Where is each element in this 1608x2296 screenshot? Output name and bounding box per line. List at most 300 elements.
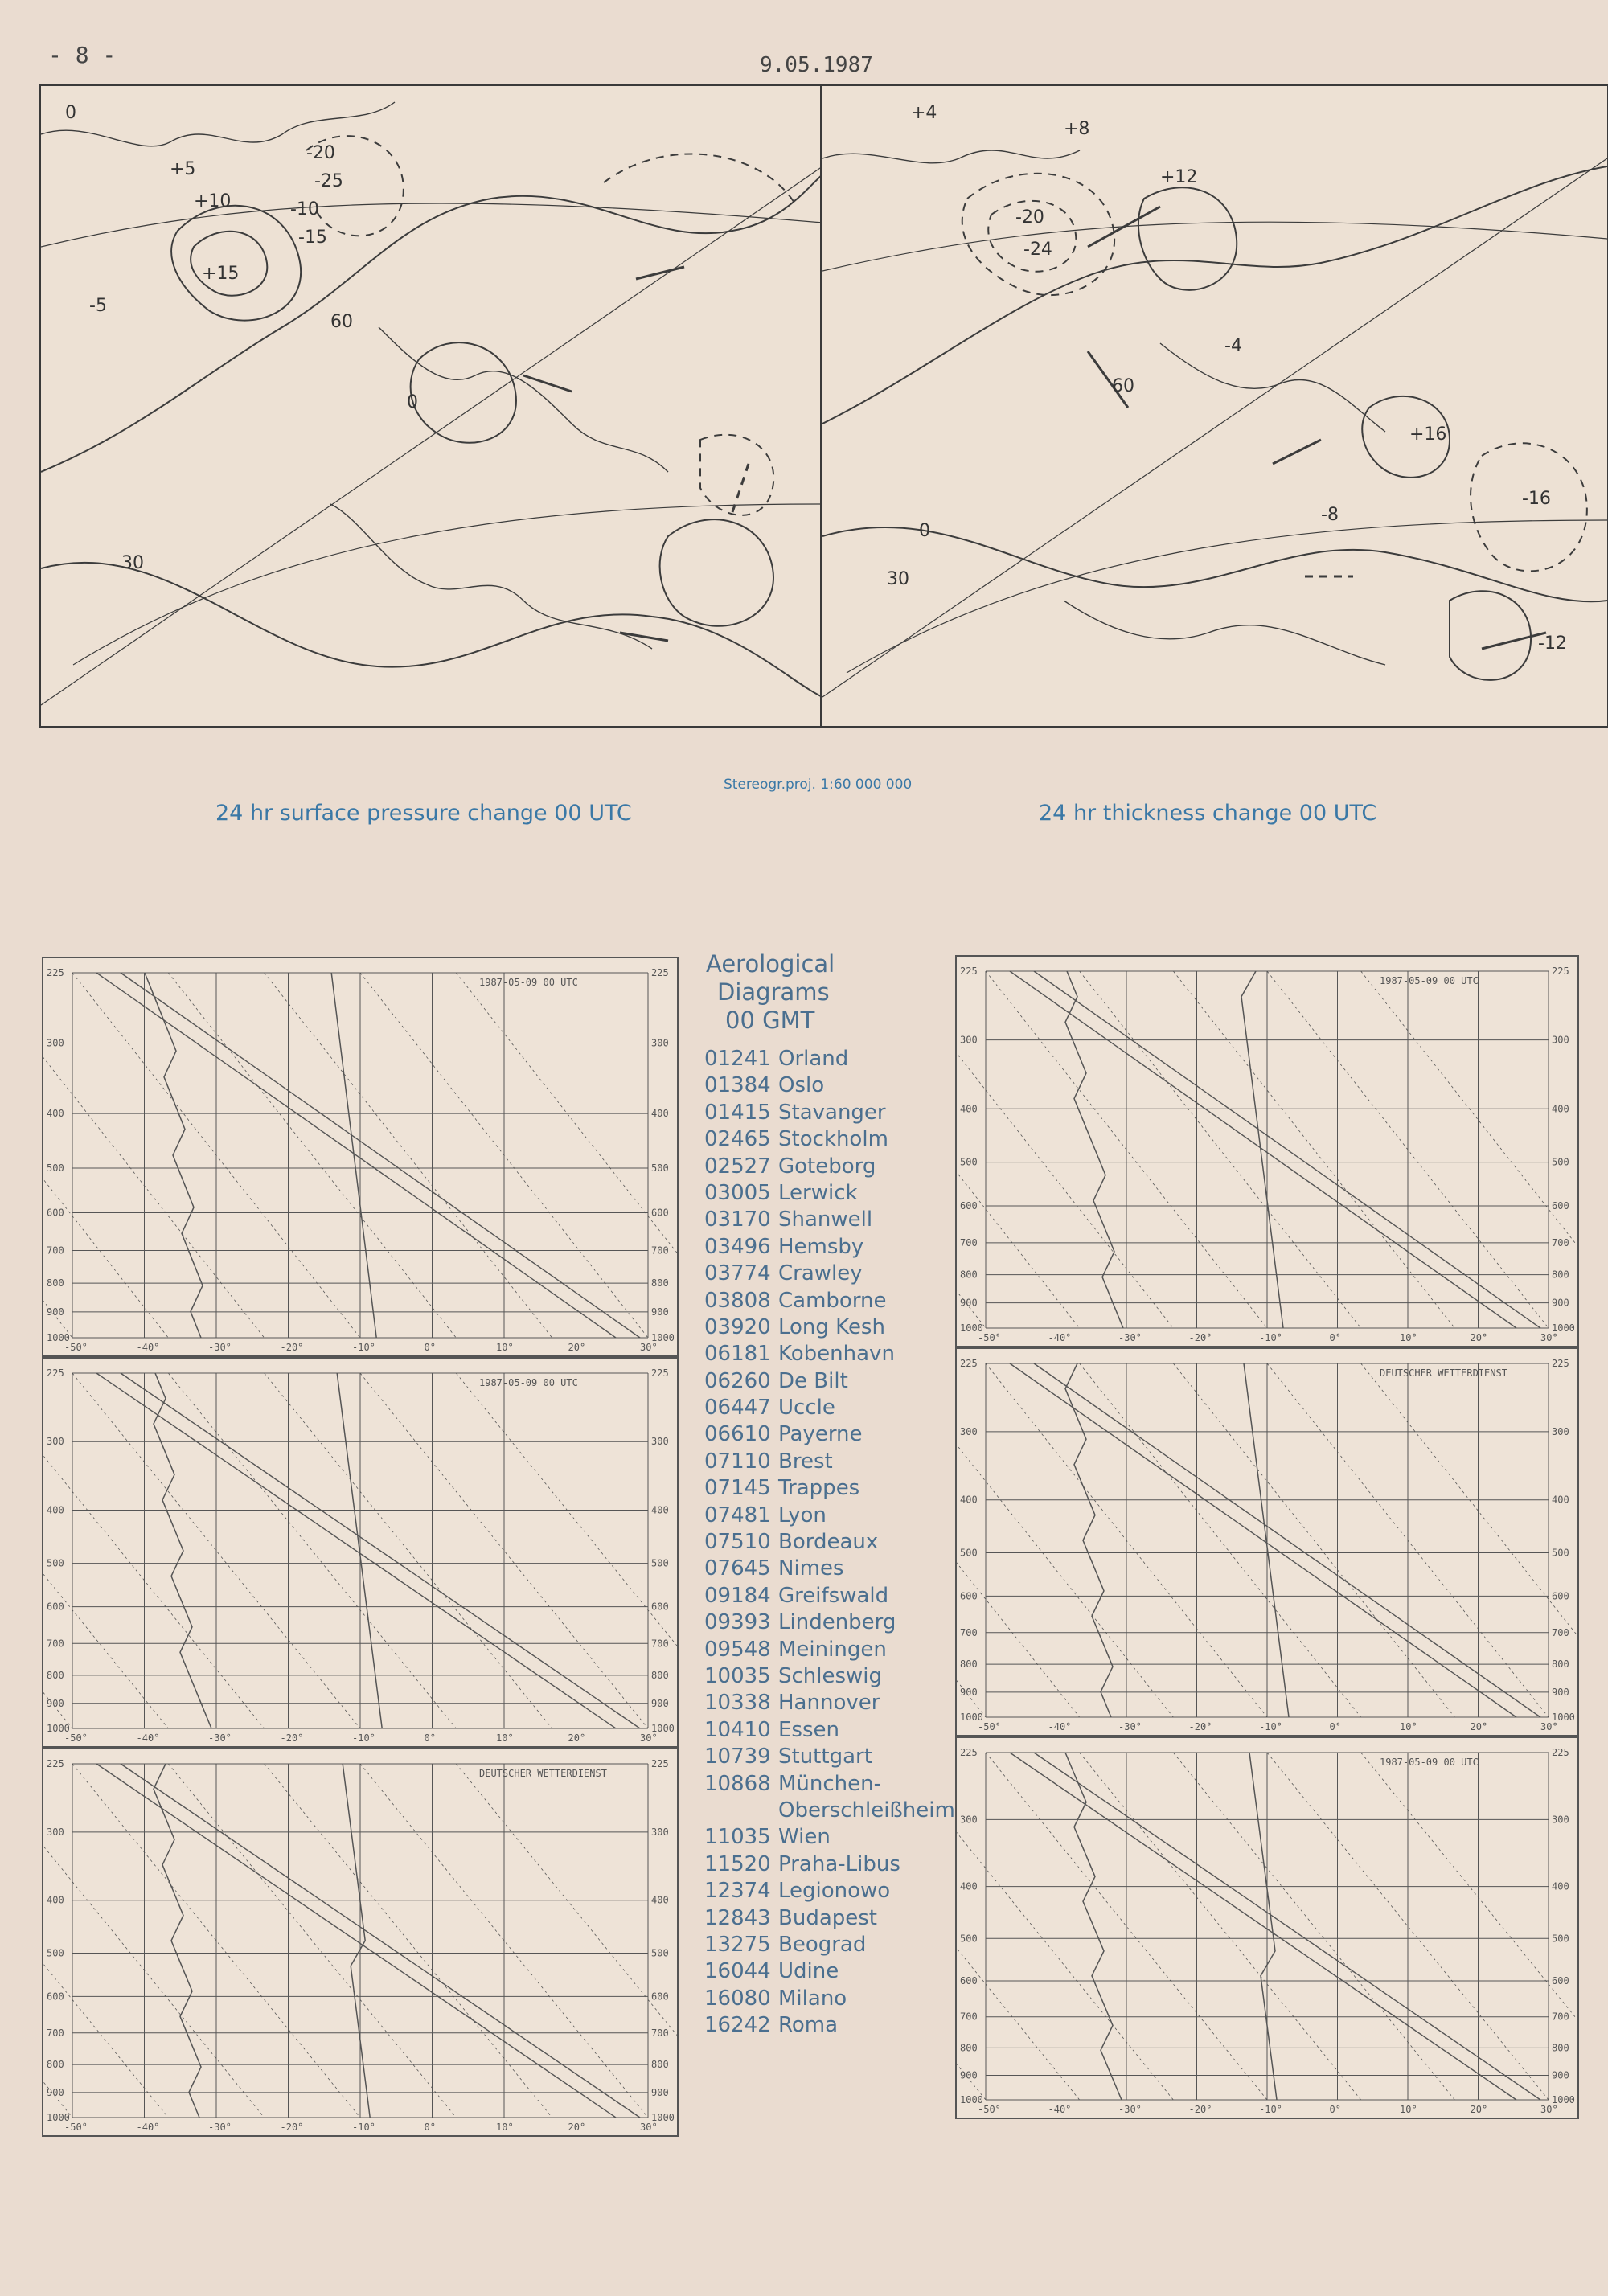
temperature-label: -20° bbox=[280, 2122, 304, 2133]
temperature-label: 30° bbox=[1540, 2104, 1558, 2115]
pressure-label: 800 bbox=[960, 1269, 978, 1281]
pressure-label: 500 bbox=[47, 1162, 64, 1175]
temperature-label: -10° bbox=[352, 1732, 375, 1744]
pressure-label: 225 bbox=[47, 1367, 64, 1379]
temperature-label: 0° bbox=[1329, 1332, 1341, 1343]
temperature-label: 0° bbox=[424, 1342, 436, 1353]
thickness-label: 0 bbox=[919, 521, 930, 541]
pressure-label: 800 bbox=[651, 2059, 669, 2071]
isallobar-label: -25 bbox=[314, 171, 343, 191]
station-code: 03170 bbox=[704, 1207, 771, 1232]
station-code: 02527 bbox=[704, 1154, 771, 1179]
station-name: Camborne bbox=[778, 1288, 887, 1313]
station-item bbox=[704, 1690, 946, 1716]
temperature-label: 0° bbox=[424, 1732, 436, 1744]
aerological-diagram bbox=[955, 1736, 1579, 2119]
station-item bbox=[704, 1663, 946, 1690]
station-code: 07110 bbox=[704, 1449, 771, 1474]
station-item bbox=[704, 1958, 946, 1985]
page-number: - 8 - bbox=[48, 42, 117, 68]
thickness-change-chart bbox=[822, 86, 1607, 726]
temperature-label: -50° bbox=[978, 1721, 1001, 1732]
station-code: 10868 bbox=[704, 1771, 771, 1796]
pressure-label: 800 bbox=[47, 1669, 64, 1681]
temperature-label: -40° bbox=[1048, 1721, 1072, 1732]
station-list bbox=[704, 1046, 955, 2039]
station-name: Bordeaux bbox=[778, 1530, 879, 1555]
pressure-label: 225 bbox=[47, 1758, 64, 1769]
pressure-label: 400 bbox=[651, 1894, 669, 1906]
temperature-label: 20° bbox=[568, 1342, 586, 1353]
pressure-label: 600 bbox=[651, 1207, 669, 1219]
isallobar bbox=[604, 154, 797, 207]
station-name: Wien bbox=[778, 1825, 831, 1850]
station-name: Meiningen bbox=[778, 1637, 887, 1662]
thickness-label: +16 bbox=[1409, 424, 1447, 445]
station-code: 12843 bbox=[704, 1905, 771, 1930]
pressure-label: 700 bbox=[47, 1244, 64, 1257]
coastline bbox=[822, 150, 1080, 163]
pressure-label: 800 bbox=[1552, 2042, 1569, 2054]
legend-title-line: Diagrams bbox=[717, 978, 830, 1006]
station-code: 06610 bbox=[704, 1422, 771, 1447]
station-code: 10410 bbox=[704, 1717, 771, 1742]
station-item bbox=[704, 1341, 946, 1367]
legend-title-line: Aerological bbox=[706, 950, 835, 978]
pressure-label: 400 bbox=[651, 1504, 669, 1516]
temperature-label: -20° bbox=[280, 1342, 304, 1353]
pressure-label: 900 bbox=[1552, 1686, 1569, 1698]
pressure-label: 1000 bbox=[960, 1322, 983, 1334]
thickness-isoline bbox=[1138, 187, 1237, 290]
pressure-label: 900 bbox=[1552, 1297, 1569, 1309]
station-name: Stavanger bbox=[778, 1100, 886, 1125]
station-name: Greifswald bbox=[778, 1583, 889, 1608]
pressure-label: 900 bbox=[960, 1686, 978, 1698]
isallobar-label: -15 bbox=[298, 228, 327, 248]
latitude-circle bbox=[41, 203, 822, 247]
station-name: Orland bbox=[778, 1047, 849, 1071]
page-date: 9.05.1987 bbox=[760, 53, 873, 77]
pressure-label: 800 bbox=[960, 1658, 978, 1671]
station-code: 01415 bbox=[704, 1100, 771, 1125]
isallobar-label: 30 bbox=[121, 553, 144, 573]
pressure-label: 500 bbox=[960, 1547, 978, 1559]
temperature-label: -20° bbox=[1188, 1332, 1212, 1343]
pressure-label: 700 bbox=[1552, 2011, 1569, 2023]
pressure-label: 500 bbox=[1552, 1156, 1569, 1168]
station-item bbox=[704, 1261, 946, 1287]
temperature-label: -30° bbox=[208, 1732, 232, 1744]
station-code: 11035 bbox=[704, 1825, 771, 1850]
station-item bbox=[704, 1234, 946, 1261]
coastline bbox=[379, 327, 668, 472]
temperature-label: 20° bbox=[1470, 1721, 1488, 1732]
temperature-label: 10° bbox=[496, 1732, 514, 1744]
pressure-label: 900 bbox=[1552, 2069, 1569, 2081]
pressure-label: 300 bbox=[651, 1826, 669, 1838]
station-code: 01241 bbox=[704, 1047, 771, 1071]
pressure-label: 225 bbox=[1552, 1358, 1569, 1369]
pressure-label: 900 bbox=[47, 1697, 64, 1709]
pressure-label: 900 bbox=[47, 1306, 64, 1318]
temperature-label: -30° bbox=[208, 1342, 232, 1353]
legend-title bbox=[704, 950, 946, 1035]
station-code: 12374 bbox=[704, 1879, 771, 1904]
station-item bbox=[704, 1449, 946, 1475]
thickness-label: +8 bbox=[1064, 119, 1090, 139]
temperature-label: -10° bbox=[352, 1342, 375, 1353]
station-name: Milano bbox=[778, 1986, 847, 2011]
pressure-label: 400 bbox=[47, 1504, 64, 1516]
station-code: 09393 bbox=[704, 1610, 771, 1635]
pressure-label: 400 bbox=[1552, 1880, 1569, 1892]
pressure-label: 600 bbox=[47, 1207, 64, 1219]
temperature-label: -20° bbox=[1188, 2104, 1212, 2115]
station-code: 06260 bbox=[704, 1368, 771, 1393]
temperature-label: 30° bbox=[640, 1342, 658, 1353]
station-item bbox=[704, 1421, 946, 1448]
pressure-label: 900 bbox=[651, 1697, 669, 1709]
station-item bbox=[704, 1475, 946, 1502]
temperature-label: 30° bbox=[640, 1732, 658, 1744]
pressure-label: 1000 bbox=[960, 2094, 983, 2105]
pressure-label: 225 bbox=[1552, 966, 1569, 977]
pressure-label: 900 bbox=[651, 2086, 669, 2098]
station-item bbox=[704, 1100, 946, 1126]
station-name: Hannover bbox=[778, 1691, 880, 1716]
pressure-label: 400 bbox=[960, 1880, 978, 1892]
station-name: Oslo bbox=[778, 1073, 825, 1098]
temperature-label: -10° bbox=[1259, 1721, 1282, 1732]
station-code: 06181 bbox=[704, 1342, 771, 1367]
temperature-label: 30° bbox=[640, 2122, 658, 2133]
pressure-label: 300 bbox=[47, 1826, 64, 1838]
station-name: Kobenhavn bbox=[778, 1342, 895, 1367]
temperature-label: -20° bbox=[1188, 1721, 1212, 1732]
isallobar bbox=[41, 563, 822, 697]
pressure-label: 500 bbox=[1552, 1933, 1569, 1945]
pressure-label: 600 bbox=[960, 1975, 978, 1987]
station-code: 10739 bbox=[704, 1745, 771, 1769]
station-name: Udine bbox=[778, 1959, 839, 1984]
isallobar-label: -10 bbox=[290, 199, 319, 219]
station-item bbox=[704, 1154, 946, 1180]
station-name: Legionowo bbox=[778, 1879, 891, 1904]
station-item bbox=[704, 1126, 946, 1153]
track-arrow bbox=[620, 633, 668, 641]
temperature-label: 10° bbox=[1400, 2104, 1417, 2115]
station-name: Stockholm bbox=[778, 1127, 888, 1152]
station-item bbox=[704, 1771, 946, 1798]
station-name: De Bilt bbox=[778, 1368, 848, 1393]
station-name: Goteborg bbox=[778, 1154, 876, 1179]
pressure-label: 1000 bbox=[47, 1723, 70, 1734]
pressure-label: 1000 bbox=[47, 1332, 70, 1343]
pressure-label: 300 bbox=[47, 1436, 64, 1448]
station-name: Lyon bbox=[778, 1503, 827, 1527]
temperature-label: 10° bbox=[496, 2122, 514, 2133]
temperature-label: 10° bbox=[1400, 1721, 1417, 1732]
station-code: 13275 bbox=[704, 1932, 771, 1957]
pressure-label: 500 bbox=[651, 1162, 669, 1175]
station-name-continuation: Oberschleißheim bbox=[778, 1798, 955, 1822]
pressure-label: 600 bbox=[1552, 1590, 1569, 1602]
track-arrow bbox=[1273, 440, 1321, 464]
station-name: München- bbox=[778, 1771, 882, 1796]
thickness-label: +12 bbox=[1160, 167, 1198, 187]
thickness-label: -4 bbox=[1224, 336, 1242, 356]
pressure-label: 900 bbox=[651, 1306, 669, 1318]
surface-pressure-isallobar-chart bbox=[41, 86, 822, 726]
pressure-label: 1000 bbox=[651, 2112, 675, 2123]
pressure-label: 900 bbox=[960, 2069, 978, 2081]
pressure-label: 600 bbox=[960, 1590, 978, 1602]
station-code: 06447 bbox=[704, 1396, 771, 1421]
pressure-label: 1000 bbox=[960, 1712, 983, 1723]
aerological-diagram-grid bbox=[957, 957, 1577, 1346]
isallobar-label: -5 bbox=[89, 296, 107, 316]
track-arrow bbox=[1482, 633, 1546, 649]
station-item bbox=[704, 1314, 946, 1341]
pressure-label: 400 bbox=[47, 1894, 64, 1906]
thickness-change-map bbox=[820, 84, 1608, 728]
temperature-label: -30° bbox=[1118, 1721, 1142, 1732]
station-item bbox=[704, 1932, 946, 1958]
station-item bbox=[704, 1744, 946, 1770]
pressure-label: 500 bbox=[47, 1557, 64, 1569]
pressure-label: 300 bbox=[1552, 1034, 1569, 1046]
station-code: 11520 bbox=[704, 1851, 771, 1876]
aerological-diagram-grid bbox=[957, 1349, 1577, 1735]
pressure-label: 225 bbox=[1552, 1747, 1569, 1758]
temperature-label: 20° bbox=[1470, 1332, 1488, 1343]
pressure-label: 500 bbox=[651, 1557, 669, 1569]
thickness-label: 30 bbox=[887, 569, 909, 589]
station-code: 07510 bbox=[704, 1530, 771, 1555]
temperature-label: -30° bbox=[1118, 2104, 1142, 2115]
pressure-label: 800 bbox=[651, 1669, 669, 1681]
isallobar-label: +10 bbox=[194, 191, 232, 211]
diagram-stamp: 1987-05-09 00 UTC bbox=[1380, 975, 1479, 986]
thickness-isoline bbox=[822, 527, 1607, 601]
temperature-label: -50° bbox=[64, 1732, 88, 1744]
projection-note: Stereogr.proj. 1:60 000 000 bbox=[724, 777, 913, 793]
aerological-legend bbox=[704, 950, 955, 2039]
isallobar-label: 0 bbox=[65, 103, 76, 123]
aerological-diagram bbox=[42, 1357, 679, 1748]
coastline bbox=[330, 504, 652, 649]
station-code: 16044 bbox=[704, 1959, 771, 1984]
isallobar-label: -20 bbox=[306, 143, 335, 163]
pressure-label: 1000 bbox=[1552, 1712, 1575, 1723]
temperature-label: 20° bbox=[568, 1732, 586, 1744]
station-item bbox=[704, 1207, 946, 1233]
temperature-label: -40° bbox=[136, 1732, 160, 1744]
coastline bbox=[1064, 601, 1385, 665]
pressure-label: 225 bbox=[960, 1747, 978, 1758]
station-item bbox=[704, 1905, 946, 1932]
station-name: Praha-Libus bbox=[778, 1851, 900, 1876]
thickness-caption: 24 hr thickness change 00 UTC bbox=[1039, 801, 1377, 826]
station-name: Hemsby bbox=[778, 1234, 864, 1259]
temperature-label: -40° bbox=[1048, 2104, 1072, 2115]
station-code: 03005 bbox=[704, 1180, 771, 1205]
station-name: Crawley bbox=[778, 1261, 863, 1286]
station-name: Payerne bbox=[778, 1422, 863, 1447]
aerological-diagram-grid bbox=[43, 958, 677, 1355]
pressure-label: 700 bbox=[651, 2027, 669, 2039]
pressure-label: 500 bbox=[1552, 1547, 1569, 1559]
pressure-label: 300 bbox=[1552, 1425, 1569, 1437]
station-item bbox=[704, 1072, 946, 1099]
pressure-label: 800 bbox=[47, 2059, 64, 2071]
pressure-label: 400 bbox=[960, 1494, 978, 1506]
station-item bbox=[704, 1824, 946, 1851]
pressure-label: 500 bbox=[47, 1947, 64, 1959]
thickness-label: -8 bbox=[1321, 505, 1339, 525]
station-item bbox=[704, 1637, 946, 1663]
pressure-label: 400 bbox=[47, 1108, 64, 1120]
station-code: 03808 bbox=[704, 1288, 771, 1313]
station-code: 01384 bbox=[704, 1073, 771, 1098]
temperature-label: 0° bbox=[1329, 1721, 1341, 1732]
pressure-label: 800 bbox=[651, 1277, 669, 1289]
pressure-label: 400 bbox=[651, 1108, 669, 1120]
pressure-label: 800 bbox=[960, 2042, 978, 2054]
pressure-label: 500 bbox=[960, 1156, 978, 1168]
aerological-diagram bbox=[42, 957, 679, 1357]
aerological-diagram-grid bbox=[957, 1738, 1577, 2118]
thickness-label: -24 bbox=[1023, 240, 1052, 260]
thickness-isoline bbox=[1450, 591, 1531, 680]
pressure-label: 300 bbox=[960, 1425, 978, 1437]
isallobar bbox=[660, 519, 773, 626]
station-item bbox=[704, 1583, 946, 1609]
diagram-stamp: 1987-05-09 00 UTC bbox=[479, 1377, 578, 1388]
pressure-label: 900 bbox=[960, 1297, 978, 1309]
pressure-label: 1000 bbox=[651, 1332, 675, 1343]
station-code: 10338 bbox=[704, 1691, 771, 1716]
station-item bbox=[704, 2012, 946, 2039]
pressure-label: 300 bbox=[47, 1037, 64, 1049]
temperature-label: -30° bbox=[208, 2122, 232, 2133]
pressure-label: 700 bbox=[47, 2027, 64, 2039]
aerological-diagram bbox=[42, 1748, 679, 2137]
track-arrow bbox=[636, 267, 684, 279]
temperature-label: -50° bbox=[978, 1332, 1001, 1343]
thickness-label: -16 bbox=[1522, 489, 1551, 509]
latitude-circle bbox=[847, 520, 1607, 673]
pressure-label: 700 bbox=[960, 1626, 978, 1638]
pressure-label: 300 bbox=[1552, 1814, 1569, 1826]
station-name: Beograd bbox=[778, 1932, 867, 1957]
diagram-stamp: DEUTSCHER WETTERDIENST bbox=[1380, 1367, 1508, 1379]
pressure-label: 225 bbox=[651, 1758, 669, 1769]
isallobar-label: 0 bbox=[407, 392, 418, 412]
pressure-label: 700 bbox=[1552, 1626, 1569, 1638]
aerological-diagram bbox=[955, 1347, 1579, 1736]
pressure-label: 300 bbox=[651, 1037, 669, 1049]
station-code: 07481 bbox=[704, 1503, 771, 1527]
pressure-label: 800 bbox=[1552, 1269, 1569, 1281]
diagram-stamp: DEUTSCHER WETTERDIENST bbox=[479, 1768, 607, 1779]
station-name: Lindenberg bbox=[778, 1610, 896, 1635]
pressure-label: 900 bbox=[47, 2086, 64, 2098]
pressure-label: 600 bbox=[960, 1199, 978, 1212]
station-name: Essen bbox=[778, 1717, 839, 1742]
pressure-label: 700 bbox=[960, 2011, 978, 2023]
pressure-label: 225 bbox=[651, 1367, 669, 1379]
station-name: Uccle bbox=[778, 1396, 835, 1421]
temperature-label: -10° bbox=[352, 2122, 375, 2133]
temperature-label: -50° bbox=[978, 2104, 1001, 2115]
thickness-label: 60 bbox=[1112, 376, 1134, 396]
station-name: Nimes bbox=[778, 1556, 844, 1581]
surface-pressure-change-map bbox=[39, 84, 825, 728]
pressure-label: 1000 bbox=[1552, 1322, 1575, 1334]
temperature-label: -40° bbox=[1048, 1332, 1072, 1343]
thickness-label: -20 bbox=[1015, 207, 1044, 228]
station-item bbox=[704, 1717, 946, 1744]
station-name: Long Kesh bbox=[778, 1314, 885, 1339]
pressure-label: 700 bbox=[47, 1638, 64, 1650]
station-name: Schleswig bbox=[778, 1663, 883, 1688]
station-name: Trappes bbox=[778, 1476, 860, 1501]
pressure-label: 225 bbox=[960, 966, 978, 977]
temperature-label: 0° bbox=[424, 2122, 436, 2133]
pressure-label: 800 bbox=[47, 1277, 64, 1289]
station-name: Shanwell bbox=[778, 1207, 873, 1232]
pressure-label: 700 bbox=[651, 1244, 669, 1257]
pressure-label: 600 bbox=[1552, 1975, 1569, 1987]
temperature-label: 0° bbox=[1329, 2104, 1341, 2115]
station-code: 03774 bbox=[704, 1261, 771, 1286]
track-arrow bbox=[523, 375, 572, 392]
pressure-label: 400 bbox=[960, 1103, 978, 1115]
station-item bbox=[704, 1986, 946, 2012]
pressure-label: 1000 bbox=[1552, 2094, 1575, 2105]
legend-title-line: 00 GMT bbox=[725, 1007, 815, 1034]
station-item bbox=[704, 1180, 946, 1207]
temperature-label: 30° bbox=[1540, 1332, 1558, 1343]
aerological-diagram bbox=[955, 955, 1579, 1347]
station-code: 16242 bbox=[704, 2013, 771, 2038]
temperature-label: -10° bbox=[1259, 1332, 1282, 1343]
station-code: 09548 bbox=[704, 1637, 771, 1662]
station-name: Lerwick bbox=[778, 1180, 858, 1205]
isallobar bbox=[411, 342, 516, 443]
isallobar bbox=[41, 174, 822, 472]
pressure-label: 225 bbox=[651, 967, 669, 978]
pressure-label: 600 bbox=[47, 1601, 64, 1613]
station-code: 02465 bbox=[704, 1127, 771, 1152]
station-item-continuation bbox=[704, 1798, 955, 1824]
station-name: Roma bbox=[778, 2013, 839, 2038]
station-code: 03920 bbox=[704, 1314, 771, 1339]
temperature-label: 10° bbox=[1400, 1332, 1417, 1343]
station-item bbox=[704, 1609, 946, 1636]
aerological-diagram-grid bbox=[43, 1359, 677, 1746]
aerological-diagram-grid bbox=[43, 1749, 677, 2135]
track-arrow bbox=[1088, 207, 1160, 247]
pressure-label: 700 bbox=[1552, 1236, 1569, 1248]
pressure-label: 300 bbox=[960, 1034, 978, 1046]
latitude-circle bbox=[73, 504, 822, 665]
isallobar-label: +15 bbox=[202, 264, 240, 284]
station-item bbox=[704, 1368, 946, 1395]
pressure-label: 700 bbox=[960, 1236, 978, 1248]
